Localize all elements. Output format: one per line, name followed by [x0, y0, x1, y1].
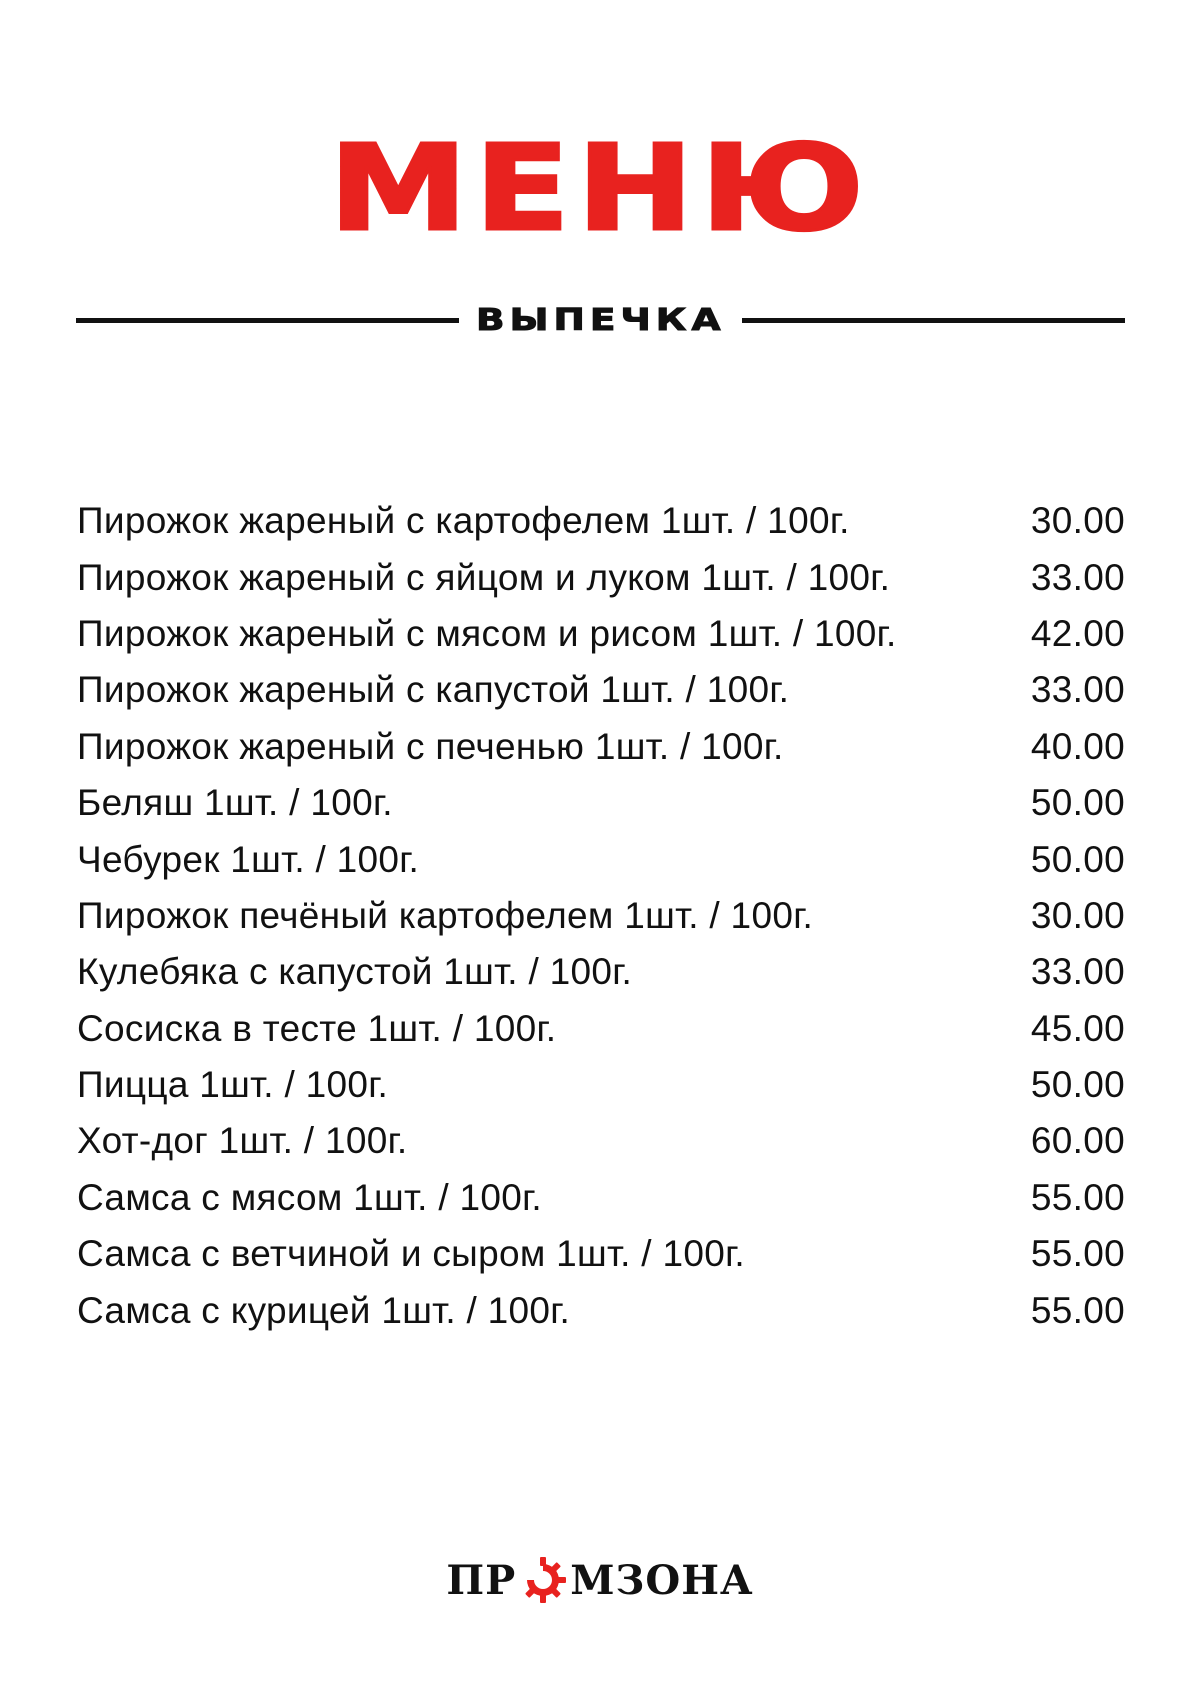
- menu-item-name: Самса с курицей 1шт. / 100г.: [77, 1289, 571, 1331]
- menu-item-name: Пирожок печёный картофелем 1шт. / 100г.: [77, 894, 814, 936]
- menu-item-price: 33.00: [1030, 951, 1125, 993]
- menu-item: [77, 493, 1125, 549]
- menu-item-name: Пирожок жареный с печенью 1шт. / 100г.: [77, 725, 784, 767]
- menu-item: [77, 888, 1125, 944]
- menu-item-name: Пирожок жареный с капустой 1шт. / 100г.: [77, 669, 790, 711]
- menu-item-price: 30.00: [1030, 894, 1125, 936]
- logo-text-right: МЗОНА: [570, 1556, 754, 1604]
- menu-item: [77, 944, 1125, 1000]
- menu-item-price: 50.00: [1030, 838, 1125, 880]
- menu-item-name: Хот-дог 1шт. / 100г.: [77, 1120, 408, 1162]
- menu-list: [77, 493, 1125, 1339]
- menu-item: [77, 775, 1125, 831]
- menu-item-name: Беляш 1шт. / 100г.: [77, 782, 393, 824]
- menu-item: [77, 831, 1125, 887]
- menu-item: [77, 719, 1125, 775]
- menu-item-price: 30.00: [1030, 500, 1125, 542]
- menu-item-price: 50.00: [1030, 1064, 1125, 1106]
- menu-item: [77, 606, 1125, 662]
- menu-item: [77, 1170, 1125, 1226]
- section-divider-right: [742, 318, 1125, 323]
- section-title-wrap: [459, 303, 743, 338]
- menu-item: [77, 1001, 1125, 1057]
- section-header: [76, 300, 1125, 340]
- logo-text-left: ПР: [446, 1556, 517, 1604]
- menu-item-price: 50.00: [1030, 782, 1125, 824]
- menu-item-name: Самса с мясом 1шт. / 100г.: [77, 1176, 542, 1218]
- menu-item: [77, 1057, 1125, 1113]
- menu-item-price: 55.00: [1030, 1176, 1125, 1218]
- menu-item-name: Пирожок жареный с яйцом и луком 1шт. / 100г.: [77, 556, 891, 598]
- menu-item: [77, 662, 1125, 718]
- menu-item-price: 33.00: [1030, 669, 1125, 711]
- menu-item-name: Пирожок жареный с мясом и рисом 1шт. / 100г.: [77, 612, 897, 654]
- menu-item-name: Кулебяка с капустой 1шт. / 100г.: [77, 951, 633, 993]
- menu-item: [77, 1226, 1125, 1282]
- menu-item-price: 55.00: [1030, 1289, 1125, 1331]
- brand-logo: [0, 1555, 1200, 1605]
- section-title: ВЫПЕЧКА: [475, 302, 726, 338]
- menu-item-name: Чебурек 1шт. / 100г.: [77, 838, 420, 880]
- menu-item-price: 33.00: [1030, 556, 1125, 598]
- gear-icon: [518, 1555, 568, 1605]
- menu-item-name: Сосиска в тесте 1шт. / 100г.: [77, 1007, 557, 1049]
- menu-item: [77, 549, 1125, 605]
- section-divider-left: [76, 318, 459, 323]
- menu-title: МЕНЮ: [329, 119, 871, 257]
- menu-item-price: 40.00: [1030, 725, 1125, 767]
- menu-item-name: Самса с ветчиной и сыром 1шт. / 100г.: [77, 1233, 745, 1275]
- menu-item-price: 60.00: [1030, 1120, 1125, 1162]
- menu-item-name: Пицца 1шт. / 100г.: [77, 1064, 389, 1106]
- menu-item-price: 42.00: [1030, 612, 1125, 654]
- menu-item-price: 45.00: [1030, 1007, 1125, 1049]
- menu-item: [77, 1282, 1125, 1338]
- menu-item: [77, 1113, 1125, 1169]
- menu-item-price: 55.00: [1030, 1233, 1125, 1275]
- menu-item-name: Пирожок жареный с картофелем 1шт. / 100г.: [77, 500, 850, 542]
